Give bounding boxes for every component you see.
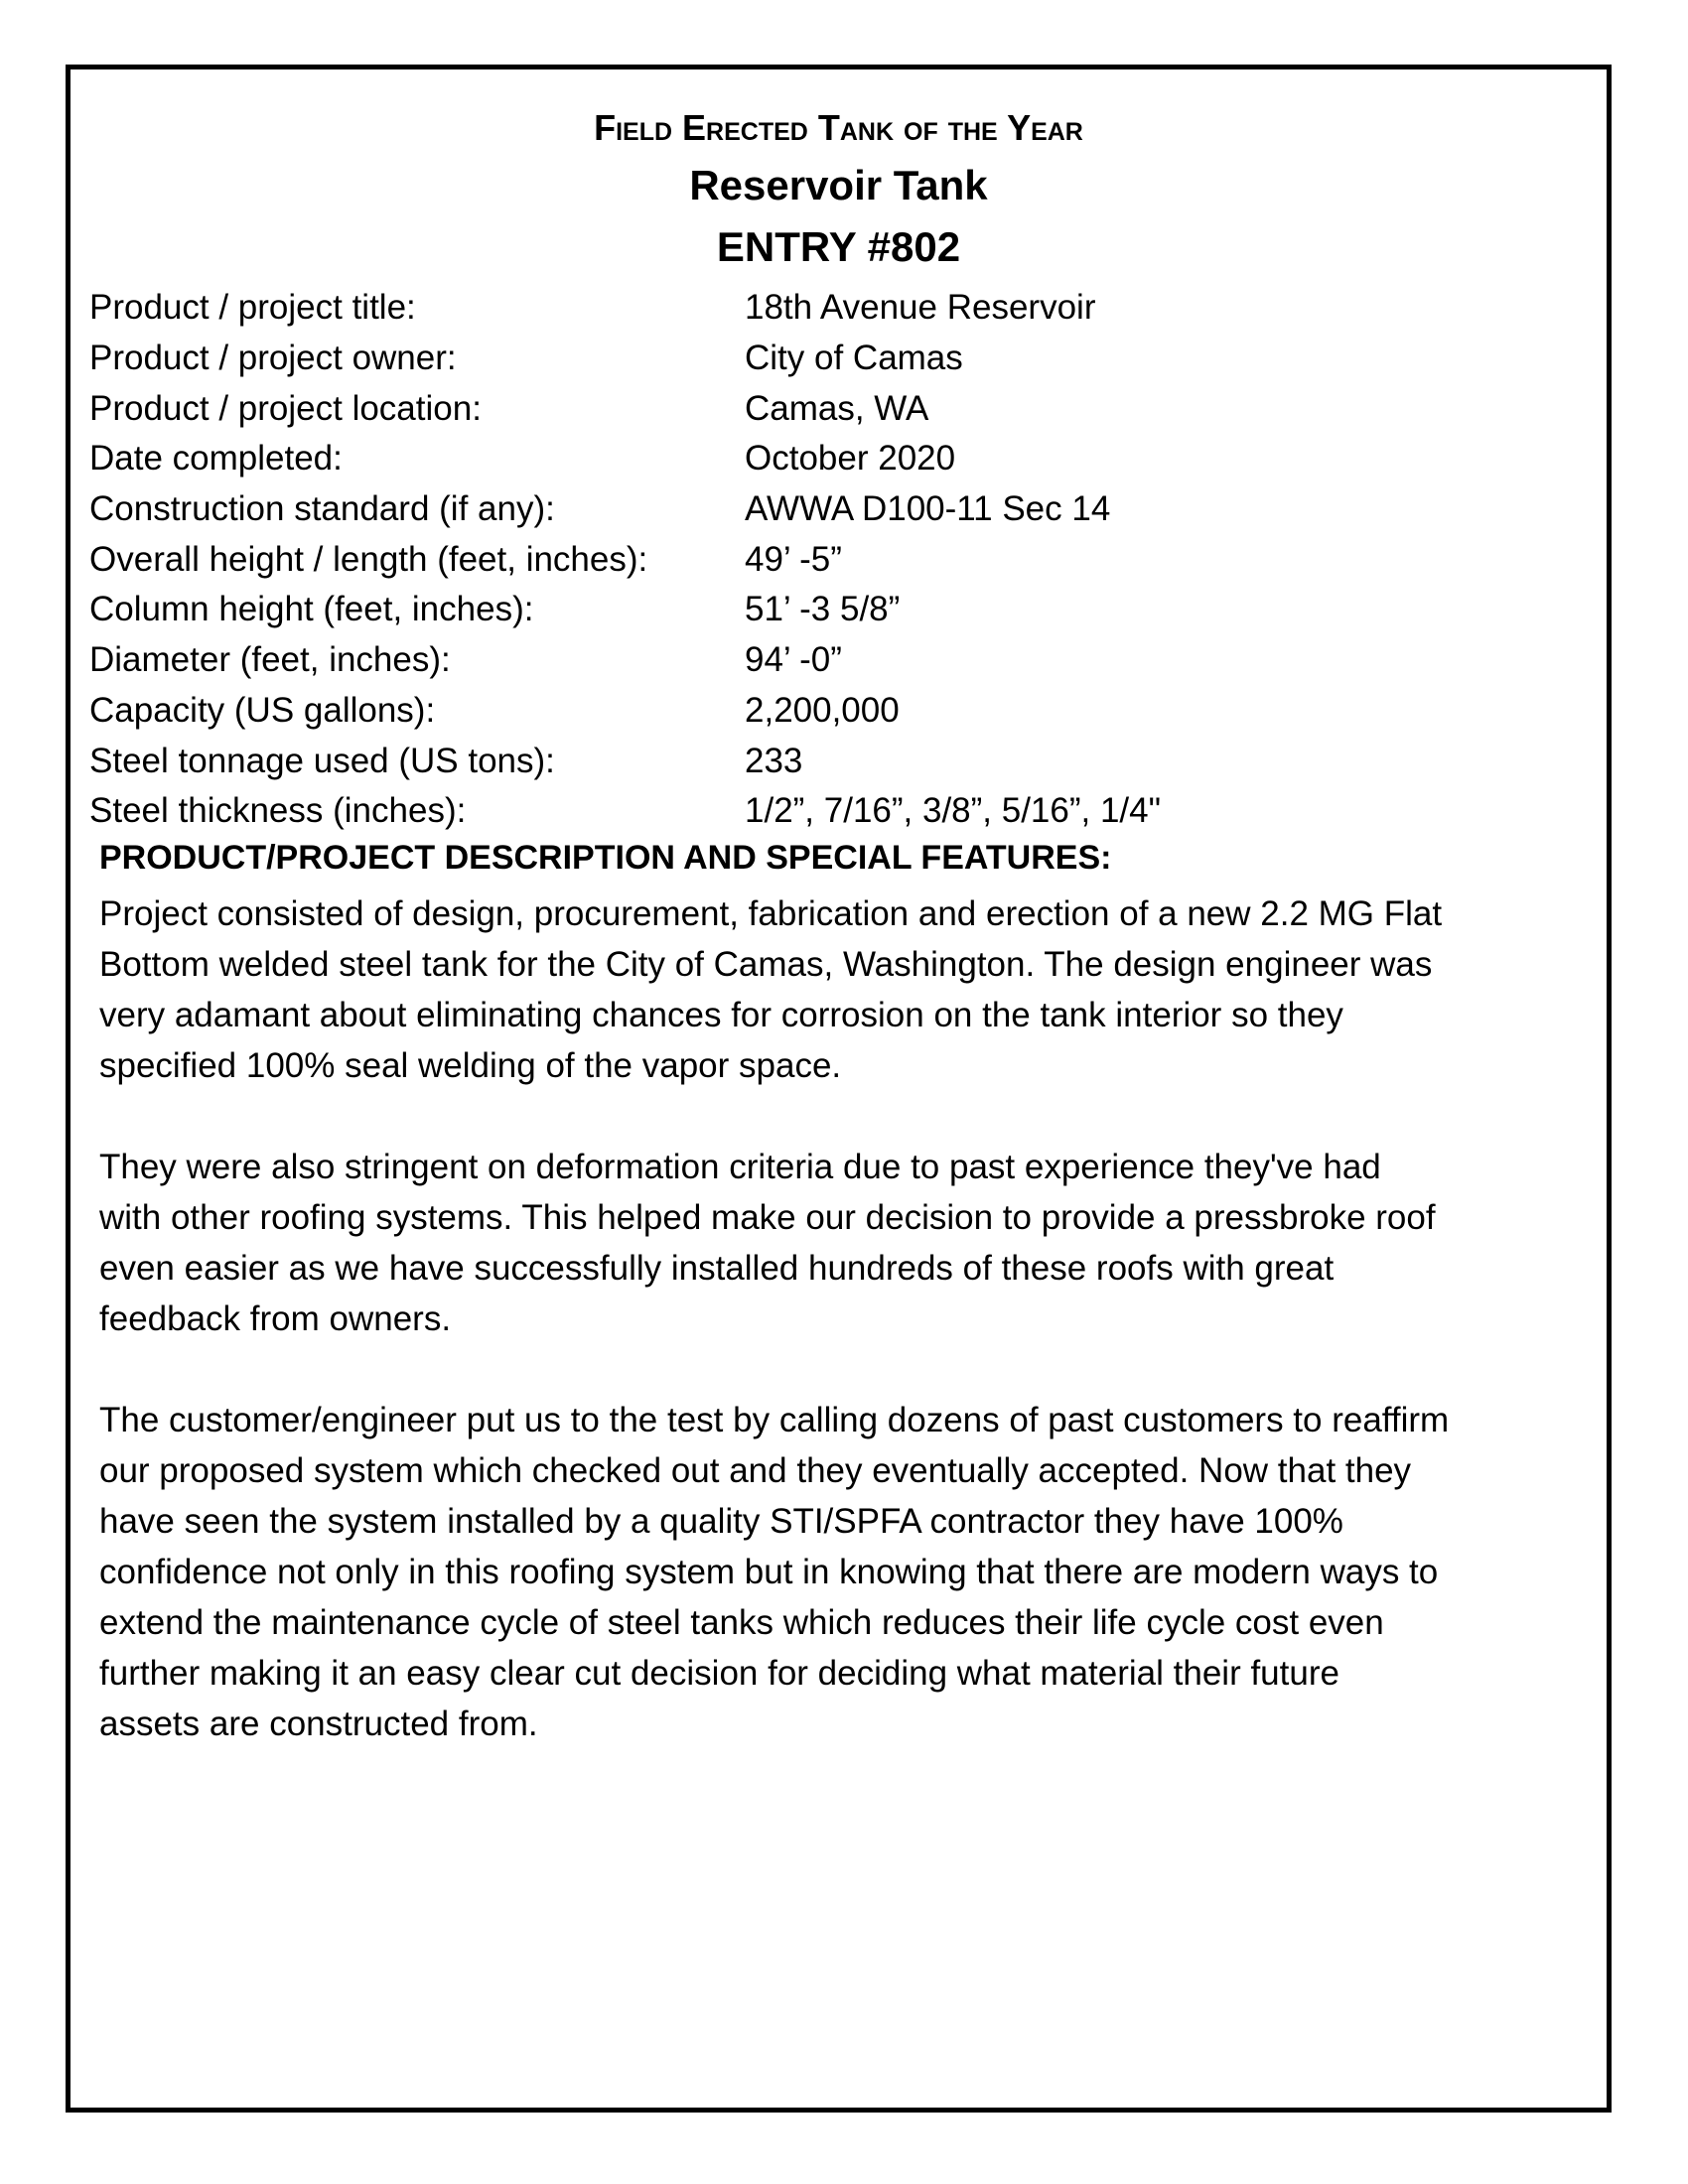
text-line: assets are constructed from. (99, 1705, 538, 1743)
field-value: AWWA D100-11 Sec 14 (745, 489, 1111, 529)
field-row-column-height (89, 585, 1579, 635)
project-fields (89, 283, 1579, 837)
field-label: Construction standard (if any): (89, 489, 555, 529)
field-label: Product / project owner: (89, 339, 457, 378)
field-row-construction-standard (89, 484, 1579, 535)
field-row-location (89, 383, 1579, 434)
field-row-date-completed (89, 434, 1579, 484)
field-value: 1/2”, 7/16”, 3/8”, 5/16”, 1/4" (745, 791, 1162, 831)
field-value: October 2020 (745, 439, 956, 478)
document-title: Reservoir Tank (689, 162, 988, 208)
field-value: City of Camas (745, 339, 963, 378)
text-line: specified 100% seal welding of the vapor space. (99, 1046, 842, 1085)
text-line: with other roofing systems. This helped make our decision to provide a pressbroke roof (99, 1198, 1436, 1237)
text-line: have seen the system installed by a quality STI/SPFA contractor they have 100% (99, 1502, 1343, 1541)
award-category: Field Erected Tank of the Year (594, 107, 1083, 148)
field-value: 2,200,000 (745, 690, 900, 730)
field-value: 49’ -5” (745, 539, 842, 579)
text-line: Project consisted of design, procurement, fabrication and erection of a new 2.2 MG Flat (99, 894, 1443, 933)
field-row-capacity (89, 686, 1579, 737)
entry-number: ENTRY #802 (716, 223, 961, 270)
description-paragraph (99, 1395, 1589, 1749)
field-label: Date completed: (89, 439, 343, 478)
project-description (99, 888, 1589, 1800)
description-paragraph (99, 888, 1589, 1091)
text-line: confidence not only in this roofing system but in knowing that there are modern ways to (99, 1553, 1439, 1591)
description-paragraph (99, 1142, 1589, 1344)
field-label: Steel thickness (inches): (89, 791, 467, 831)
field-row-steel-thickness (89, 786, 1579, 837)
field-label: Product / project title: (89, 288, 416, 328)
text-line: extend the maintenance cycle of steel tanks which reduces their life cycle cost even (99, 1603, 1384, 1642)
text-line: our proposed system which checked out and they eventually accepted. Now that they (99, 1451, 1412, 1490)
field-row-diameter (89, 635, 1579, 686)
field-value: 18th Avenue Reservoir (745, 288, 1096, 328)
text-line: They were also stringent on deformation criteria due to past experience they've had (99, 1148, 1381, 1186)
field-row-overall-height (89, 534, 1579, 585)
text-line: The customer/engineer put us to the test by calling dozens of past customers to reaffirm (99, 1401, 1450, 1439)
field-value: 51’ -3 5/8” (745, 590, 901, 629)
text-line: feedback from owners. (99, 1299, 452, 1338)
field-row-steel-tonnage (89, 736, 1579, 786)
field-label: Diameter (feet, inches): (89, 640, 451, 680)
field-value: Camas, WA (745, 388, 929, 428)
text-line: Bottom welded steel tank for the City of Camas, Washington. The design engineer was (99, 945, 1433, 984)
field-value: 233 (745, 741, 803, 780)
field-label: Steel tonnage used (US tons): (89, 741, 555, 780)
field-label: Column height (feet, inches): (89, 590, 534, 629)
field-row-title (89, 283, 1579, 334)
text-line: further making it an easy clear cut decision for deciding what material their future (99, 1654, 1339, 1693)
description-heading: PRODUCT/PROJECT DESCRIPTION AND SPECIAL FEATURES: (99, 839, 1112, 877)
field-label: Product / project location: (89, 388, 482, 428)
field-label: Capacity (US gallons): (89, 690, 436, 730)
field-label: Overall height / length (feet, inches): (89, 539, 648, 579)
text-line: even easier as we have successfully installed hundreds of these roofs with great (99, 1249, 1335, 1288)
field-value: 94’ -0” (745, 640, 842, 680)
text-line: very adamant about eliminating chances for corrosion on the tank interior so they (99, 996, 1343, 1034)
field-row-owner (89, 334, 1579, 384)
